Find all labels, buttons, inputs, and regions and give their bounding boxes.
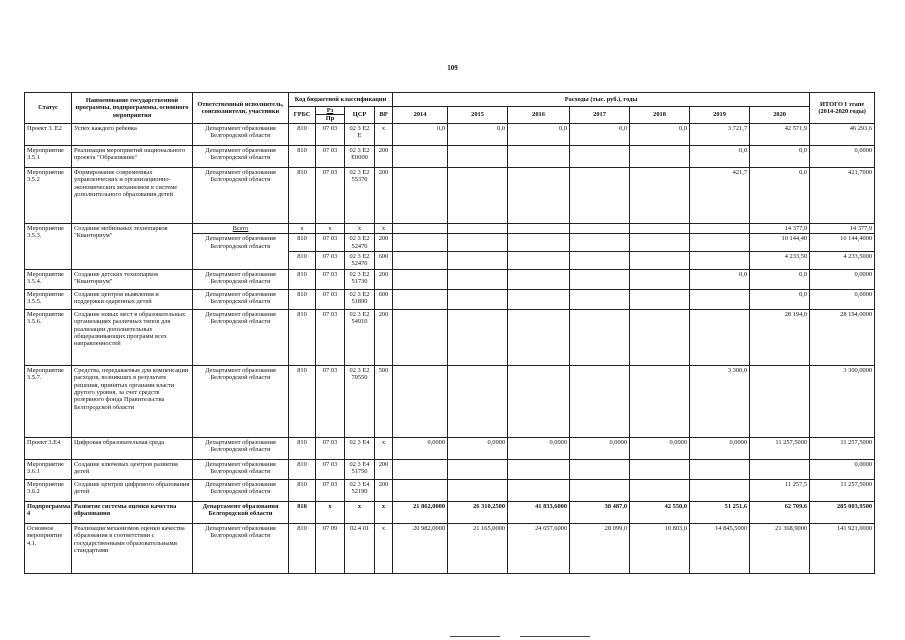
row-value-2016 <box>508 309 570 365</box>
row-total: 285 003,9500 <box>810 501 875 523</box>
row-value-2019 <box>690 479 750 501</box>
row-value-2017 <box>570 145 630 167</box>
row-status: Мероприятие 3.5.6. <box>25 309 72 365</box>
row-value-2015: 26 310,2500 <box>448 501 508 523</box>
row-value-2016: 0,0000 <box>508 437 570 459</box>
row-value-2020: 14 377,9 <box>750 223 810 233</box>
row-grbs: 810 <box>289 437 316 459</box>
row-value-2020: 21 368,9000 <box>750 523 810 573</box>
row-grbs: 810 <box>289 145 316 167</box>
row-value-2019 <box>690 459 750 479</box>
row-value-2018 <box>630 234 690 252</box>
row-csr: 02 3 Е4 <box>345 437 375 459</box>
row-executor: Департамент образования Белгородской области <box>193 309 289 365</box>
row-value-2016 <box>508 167 570 223</box>
header-status: Статус <box>25 93 72 124</box>
row-vr: 600 <box>375 252 393 270</box>
row-value-2018 <box>630 365 690 437</box>
row-total: 421,7000 <box>810 167 875 223</box>
row-value-2015 <box>448 289 508 309</box>
row-vr: 200 <box>375 459 393 479</box>
row-value-2015 <box>448 309 508 365</box>
row-status: Подпрограмма 4 <box>25 501 72 523</box>
row-value-2018 <box>630 269 690 289</box>
row-value-2014 <box>393 459 448 479</box>
row-executor: Департамент образования Белгородской области <box>193 437 289 459</box>
row-name: Создание детских технопарков "Кванториум" <box>72 269 193 289</box>
row-value-2014 <box>393 167 448 223</box>
row-value-2019: 0,0 <box>690 269 750 289</box>
row-name: Реализация механизмов оценки качества образования в соответствии с государственными образовательными стандартами <box>72 523 193 573</box>
row-executor: Департамент образования Белгородской области <box>193 501 289 523</box>
row-value-2015 <box>448 223 508 233</box>
row-value-2018 <box>630 167 690 223</box>
row-csr: х <box>345 223 375 233</box>
row-csr: 02 3 Е2 55370 <box>345 167 375 223</box>
row-value-2020: 0,0 <box>750 145 810 167</box>
row-value-2017 <box>570 459 630 479</box>
row-value-2016 <box>508 289 570 309</box>
row-vr: 200 <box>375 479 393 501</box>
row-value-2020: 42 571,9 <box>750 123 810 145</box>
row-csr: 02 3 Е2 70550 <box>345 365 375 437</box>
row-grbs: 810 <box>289 523 316 573</box>
row-vr: х <box>375 223 393 233</box>
row-value-2017 <box>570 309 630 365</box>
row-csr: 02 3 Е2 Е <box>345 123 375 145</box>
row-executor: Департамент образования Белгородской области <box>193 289 289 309</box>
row-grbs: 810 <box>289 479 316 501</box>
row-value-2018 <box>630 252 690 270</box>
row-value-2020: 0,0 <box>750 167 810 223</box>
row-value-2020: 0,0 <box>750 289 810 309</box>
row-value-2016 <box>508 252 570 270</box>
row-value-2020: 4 233,50 <box>750 252 810 270</box>
row-status: Проект 3. Е2 <box>25 123 72 145</box>
row-total: 0,0000 <box>810 459 875 479</box>
row-csr: 02 3 Е2 52470 <box>345 252 375 270</box>
header-executor: Ответственный исполнитель, соисполнители, участники <box>193 93 289 124</box>
row-name: Создание мобильных технопарков "Кванториум" <box>72 223 193 269</box>
row-value-2014: 20 982,0000 <box>393 523 448 573</box>
row-name: Успех каждого ребенка <box>72 123 193 145</box>
row-rzpr: 07 03 <box>316 365 345 437</box>
table-body <box>25 123 875 573</box>
year-2019: 2019 <box>690 107 750 124</box>
row-vr: 200 <box>375 234 393 252</box>
table-row <box>25 145 875 167</box>
row-value-2016 <box>508 479 570 501</box>
row-value-2014 <box>393 289 448 309</box>
row-executor: Департамент образования Белгородской области <box>193 269 289 289</box>
row-value-2017 <box>570 289 630 309</box>
row-value-2019: 3 721,7 <box>690 123 750 145</box>
row-rzpr: 07 03 <box>316 437 345 459</box>
table-row <box>25 123 875 145</box>
row-value-2020: 0,0 <box>750 269 810 289</box>
row-csr: 02 3 Е2 54910 <box>345 309 375 365</box>
row-value-2019 <box>690 234 750 252</box>
row-grbs: 810 <box>289 365 316 437</box>
row-value-2018: 10 803,0 <box>630 523 690 573</box>
row-value-2016 <box>508 459 570 479</box>
row-status: Мероприятие 3.6.2 <box>25 479 72 501</box>
row-value-2014: 0,0 <box>393 123 448 145</box>
row-name: Цифровая образовательная среда <box>72 437 193 459</box>
row-value-2015 <box>448 365 508 437</box>
row-rzpr: 07 09 <box>316 523 345 573</box>
row-rzpr: 07 03 <box>316 145 345 167</box>
row-total: 11 257,5000 <box>810 437 875 459</box>
table-row <box>25 501 875 523</box>
row-value-2016: 0,0 <box>508 123 570 145</box>
row-rzpr: х <box>316 223 345 233</box>
row-total: 14 377,9 <box>810 223 875 233</box>
footer-rule <box>450 636 500 637</box>
row-value-2017: 0,0 <box>570 123 630 145</box>
row-value-2017 <box>570 365 630 437</box>
row-value-2016 <box>508 145 570 167</box>
row-grbs: 810 <box>289 167 316 223</box>
row-vr: х <box>375 523 393 573</box>
row-rzpr: 07 03 <box>316 234 345 252</box>
row-total: 3 300,0000 <box>810 365 875 437</box>
row-value-2018: 0,0 <box>630 123 690 145</box>
table-row <box>25 365 875 437</box>
row-total: 4 233,5000 <box>810 252 875 270</box>
row-status: Мероприятие 3.6.1 <box>25 459 72 479</box>
header-rz: Рз <box>316 107 345 115</box>
row-total: 46 293,6 <box>810 123 875 145</box>
row-csr: 02 3 Е2 51730 <box>345 269 375 289</box>
row-value-2019: 0,0000 <box>690 437 750 459</box>
row-status: Основное мероприятие 4.1. <box>25 523 72 573</box>
row-total: 28 194,0000 <box>810 309 875 365</box>
row-name: Средства, передаваемые для компенсации расходов, возникших в результате решения, принятых органами власти другого уровня, за счет средств резервного фонда Правительства Белгородской области <box>72 365 193 437</box>
row-rzpr: 07 03 <box>316 289 345 309</box>
row-vr: 500 <box>375 365 393 437</box>
row-value-2019 <box>690 223 750 233</box>
row-value-2016 <box>508 269 570 289</box>
row-value-2015 <box>448 269 508 289</box>
row-executor: Департамент образования Белгородской области <box>193 459 289 479</box>
row-rzpr: 07 03 <box>316 459 345 479</box>
row-grbs: 810 <box>289 234 316 252</box>
year-2020: 2020 <box>750 107 810 124</box>
row-value-2014 <box>393 252 448 270</box>
row-grbs: 810 <box>289 309 316 365</box>
row-status: Мероприятие 3.5.4. <box>25 269 72 289</box>
row-value-2015: 21 165,0000 <box>448 523 508 573</box>
row-status: Мероприятие 3.5.1 <box>25 145 72 167</box>
year-2018: 2018 <box>630 107 690 124</box>
row-grbs: х <box>289 223 316 233</box>
row-value-2018: 0,0000 <box>630 437 690 459</box>
row-grbs: 810 <box>289 289 316 309</box>
row-value-2016 <box>508 234 570 252</box>
row-vr: 200 <box>375 167 393 223</box>
row-value-2018 <box>630 223 690 233</box>
table-row <box>25 459 875 479</box>
row-csr: 02 3 Е2 51890 <box>345 289 375 309</box>
row-name: Создание новых мест в образовательных организациях различных типов для реализации дополнительных общеразвивающих программ всех направленностей <box>72 309 193 365</box>
row-value-2017: 28 099,0 <box>570 523 630 573</box>
table-row <box>25 479 875 501</box>
row-value-2017 <box>570 167 630 223</box>
row-value-2019: 14 845,5000 <box>690 523 750 573</box>
row-rzpr: х <box>316 501 345 523</box>
row-value-2019: 421,7 <box>690 167 750 223</box>
row-value-2019 <box>690 309 750 365</box>
row-value-2014 <box>393 309 448 365</box>
row-value-2014: 21 862,0000 <box>393 501 448 523</box>
row-grbs: 810 <box>289 252 316 270</box>
row-total: 0,0000 <box>810 145 875 167</box>
row-name: Формирование современных управленческих и организационно-экономических механизмов в системе дополнительного образования детей <box>72 167 193 223</box>
row-vr: х <box>375 501 393 523</box>
row-csr: 02 3 Е4 51750 <box>345 459 375 479</box>
row-value-2014 <box>393 365 448 437</box>
row-value-2015 <box>448 459 508 479</box>
row-value-2017 <box>570 223 630 233</box>
row-grbs: 810 <box>289 269 316 289</box>
row-value-2014 <box>393 223 448 233</box>
row-value-2015: 0,0 <box>448 123 508 145</box>
row-value-2017 <box>570 234 630 252</box>
header-expenses: Расходы (тыс. руб.), годы <box>393 93 810 107</box>
header-budget-code: Код бюджетной классификации <box>289 93 393 107</box>
row-value-2015 <box>448 479 508 501</box>
row-value-2019 <box>690 252 750 270</box>
row-total: 10 144,4000 <box>810 234 875 252</box>
row-rzpr: 07 03 <box>316 252 345 270</box>
header-pr: Пр <box>316 115 345 123</box>
row-total: 141 921,0000 <box>810 523 875 573</box>
year-2016: 2016 <box>508 107 570 124</box>
table-row <box>25 437 875 459</box>
row-status: Мероприятие 3.5.2 <box>25 167 72 223</box>
row-value-2014 <box>393 234 448 252</box>
row-value-2014 <box>393 479 448 501</box>
row-value-2015 <box>448 234 508 252</box>
row-value-2018 <box>630 309 690 365</box>
year-2017: 2017 <box>570 107 630 124</box>
row-value-2015 <box>448 167 508 223</box>
row-name: Создание ключевых центров развития детей <box>72 459 193 479</box>
year-2015: 2015 <box>448 107 508 124</box>
year-2014: 2014 <box>393 107 448 124</box>
row-value-2016: 41 833,6000 <box>508 501 570 523</box>
table-row <box>25 523 875 573</box>
row-value-2019 <box>690 289 750 309</box>
row-rzpr: 07 03 <box>316 309 345 365</box>
row-value-2017 <box>570 479 630 501</box>
row-value-2020: 11 257,5 <box>750 479 810 501</box>
row-value-2016 <box>508 223 570 233</box>
row-value-2018 <box>630 479 690 501</box>
footer-rule <box>520 636 590 637</box>
row-csr: 02 3 Е2 Е0000 <box>345 145 375 167</box>
row-status: Мероприятие 3.5.5. <box>25 289 72 309</box>
row-csr: 02 3 Е2 52470 <box>345 234 375 252</box>
header-vr: ВР <box>375 107 393 124</box>
row-value-2019: 3 300,0 <box>690 365 750 437</box>
row-value-2017: 38 487,0 <box>570 501 630 523</box>
row-value-2014: 0,0000 <box>393 437 448 459</box>
header-name: Наименование государственной программы, подпрограммы, основного мероприятия <box>72 93 193 124</box>
row-grbs: 810 <box>289 459 316 479</box>
row-executor: Департамент образования Белгородской области <box>193 123 289 145</box>
row-total: 0,0000 <box>810 289 875 309</box>
row-grbs: 810 <box>289 501 316 523</box>
row-status: Мероприятие 3.5.7. <box>25 365 72 437</box>
row-name: Создание центров цифрового образования детей <box>72 479 193 501</box>
row-executor: Департамент образования Белгородской области <box>193 145 289 167</box>
row-csr: 02 4 01 <box>345 523 375 573</box>
row-vr: х <box>375 437 393 459</box>
row-total: 11 257,5000 <box>810 479 875 501</box>
row-csr: 02 3 Е4 52190 <box>345 479 375 501</box>
table-row <box>25 289 875 309</box>
row-rzpr: 07 03 <box>316 123 345 145</box>
header-grbs: ГРБС <box>289 107 316 124</box>
row-value-2015 <box>448 252 508 270</box>
row-rzpr: 07 03 <box>316 269 345 289</box>
row-value-2020: 28 194,0 <box>750 309 810 365</box>
row-value-2016: 24 657,6000 <box>508 523 570 573</box>
row-value-2019: 51 251,6 <box>690 501 750 523</box>
row-vr: 200 <box>375 145 393 167</box>
row-value-2017 <box>570 269 630 289</box>
budget-table <box>24 92 875 574</box>
table-row <box>25 167 875 223</box>
row-executor: Департамент образования Белгородской области <box>193 479 289 501</box>
header-total: ИТОГО I этапе (2014-2020 годы) <box>810 93 875 124</box>
row-value-2020: 62 709,6 <box>750 501 810 523</box>
table-row <box>25 309 875 365</box>
row-value-2020: 11 257,5000 <box>750 437 810 459</box>
page-number: 109 <box>447 64 458 72</box>
row-vr: х <box>375 123 393 145</box>
row-value-2020: 10 144,40 <box>750 234 810 252</box>
row-csr: х <box>345 501 375 523</box>
row-value-2015 <box>448 145 508 167</box>
row-executor: Департамент образования Белгородской области <box>193 234 289 270</box>
row-name: Реализация мероприятий национального проекта "Образование" <box>72 145 193 167</box>
row-value-2018 <box>630 459 690 479</box>
row-value-2014 <box>393 269 448 289</box>
row-value-2014 <box>393 145 448 167</box>
row-value-2020 <box>750 365 810 437</box>
row-value-2018 <box>630 145 690 167</box>
row-rzpr: 07 03 <box>316 167 345 223</box>
row-value-2020 <box>750 459 810 479</box>
header-csr: ЦСР <box>345 107 375 124</box>
table-row <box>25 223 875 233</box>
row-status: Проект 3.Е4 <box>25 437 72 459</box>
row-value-2018: 42 550,0 <box>630 501 690 523</box>
row-executor: Департамент образования Белгородской области <box>193 365 289 437</box>
row-name: Развитие системы оценки качества образования <box>72 501 193 523</box>
row-vr: 600 <box>375 289 393 309</box>
row-vr: 200 <box>375 269 393 289</box>
row-executor: Всего <box>193 223 289 233</box>
row-total: 0,0000 <box>810 269 875 289</box>
row-value-2018 <box>630 289 690 309</box>
row-status: Мероприятие 3.5.3. <box>25 223 72 269</box>
row-executor: Департамент образования Белгородской области <box>193 167 289 223</box>
table-row <box>25 269 875 289</box>
row-vr: 200 <box>375 309 393 365</box>
row-value-2019: 0,0 <box>690 145 750 167</box>
row-value-2017: 0,0000 <box>570 437 630 459</box>
row-grbs: 810 <box>289 123 316 145</box>
row-name: Создание центров выявления и поддержки одаренных детей <box>72 289 193 309</box>
row-value-2017 <box>570 252 630 270</box>
row-value-2016 <box>508 365 570 437</box>
row-executor: Департамент образования Белгородской области <box>193 523 289 573</box>
row-value-2015: 0,0000 <box>448 437 508 459</box>
row-rzpr: 07 03 <box>316 479 345 501</box>
